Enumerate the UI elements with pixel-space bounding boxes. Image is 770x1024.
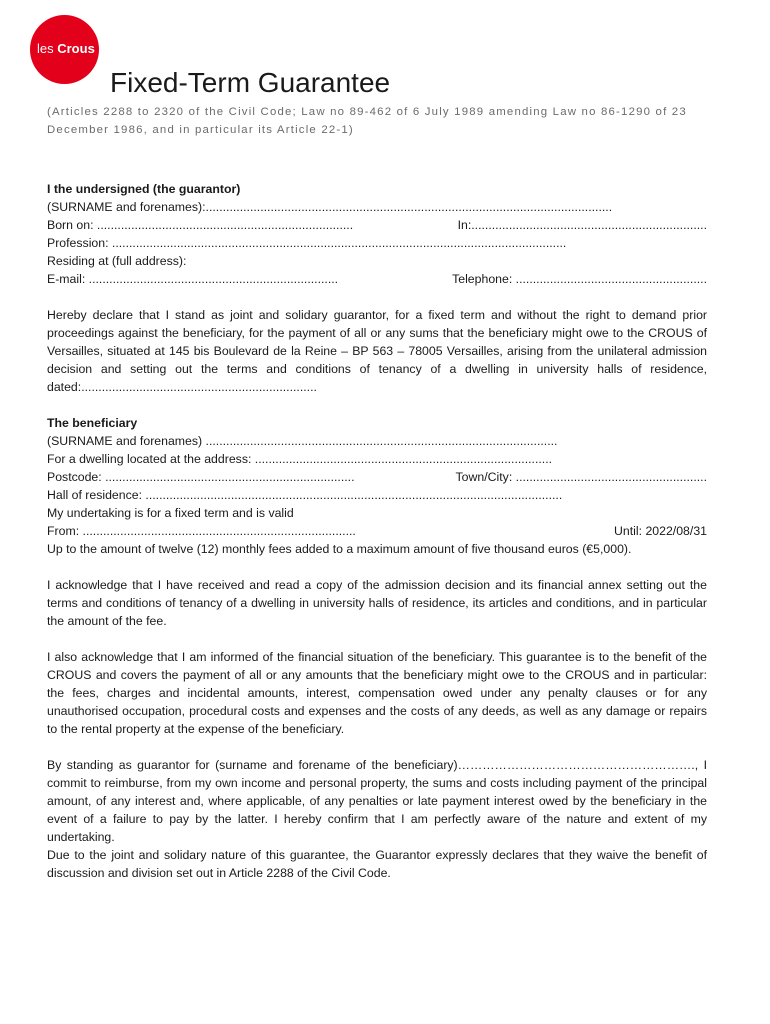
crous-logo [30,15,99,84]
document-subtitle: (Articles 2288 to 2320 of the Civil Code; Law no 89-462 of 6 July 1989 amending Law no 86-1290 of 23 December 1986, and in particular its Article 22-1) [47,106,687,136]
beneficiary-surname-field[interactable]: (SURNAME and forenames) ....................................................................................................... [47,434,558,448]
from-date-field[interactable]: From: ................................................................................ [47,524,356,538]
solidary-paragraph: Due to the joint and solidary nature of this guarantee, the Guarantor expressly declares that they waive the benefit of discussion and division set out in Article 2288 of the Civil Code. [47,848,707,880]
logo-prefix: les [37,41,58,56]
document-body [47,180,707,882]
beneficiary-town-field[interactable]: Town/City: ........................................................ [455,470,707,484]
spacer [47,396,707,414]
beneficiary-postcode-field[interactable]: Postcode: ......................................................................... [47,470,355,484]
guarantor-heading: I the undersigned (the guarantor) [47,182,241,196]
acknowledgement-paragraph-2: I also acknowledge that I am informed of the financial situation of the beneficiary. This guarantee is to the benefit of the CROUS and covers the payment of all or any amounts that the beneficiary might owe to the CROUS and in particular: the fees, charges and incidental amounts, interest, compensation owed under any penalty clauses or for any unauthorised occupation, procedural costs and expenses and the costs of any deeds, as well as any damage or repairs to the rental property at the expense of the beneficiary. [47,650,707,736]
amount-paragraph: Up to the amount of twelve (12) monthly fees added to a maximum amount of five thousand euros (€5,000). [47,542,632,556]
beneficiary-heading: The beneficiary [47,416,138,430]
guarantor-born-in-field[interactable]: In:..................................................................... [457,218,707,232]
guarantor-birth-row [47,216,707,234]
logo-text [37,41,95,57]
guarantor-born-on-field[interactable]: Born on: ........................................................................... [47,218,354,232]
guarantor-contact-row [47,270,707,288]
undertaking-validity-text: My undertaking is for a fixed term and is valid [47,506,294,520]
spacer [47,630,707,648]
guarantor-surname-field[interactable]: (SURNAME and forenames):....................................................................................................................... [47,200,613,214]
guarantor-telephone-field[interactable]: Telephone: ........................................................ [452,272,707,286]
declaration-paragraph: Hereby declare that I stand as joint and solidary guarantor, for a fixed term and without the right to demand prior proceedings against the beneficiary, for the payment of all or any sums that the beneficiary might owe to the CROUS of Versailles, situated at 145 bis Boulevard de la Reine – BP 563 – 78005 Versailles, arising from the unilateral admission decision and setting out the terms and conditions of tenancy of a dwelling in university halls of residence, dated:..................................................................... [47,308,707,394]
acknowledgement-paragraph-1: I acknowledge that I have received and read a copy of the admission decision and its financial annex setting out the terms and conditions of tenancy of a dwelling in university halls of residence, its articles and conditions, and in particular the amount of the fee. [47,578,707,628]
document-title: Fixed-Term Guarantee [110,67,391,98]
spacer [47,738,707,756]
beneficiary-location-row [47,468,707,486]
spacer [47,288,707,306]
logo-name: Crous [57,41,95,56]
guarantor-profession-field[interactable]: Profession: ..................................................................................................................................... [47,236,567,250]
guarantor-address-label[interactable]: Residing at (full address): [47,254,187,268]
spacer [47,558,707,576]
until-date-field: Until: 2022/08/31 [614,524,707,538]
beneficiary-address-field[interactable]: For a dwelling located at the address: ....................................................................................... [47,452,553,466]
validity-period-row [47,522,707,540]
beneficiary-hall-field[interactable]: Hall of residence: .......................................................................................................................... [47,488,563,502]
guarantor-email-field[interactable]: E-mail: ......................................................................... [47,272,339,286]
commitment-paragraph: By standing as guarantor for (surname and forename of the beneficiary)…………………………………………………., I commit to reimburse, from my own income and personal property, the sums and costs including payment of the principal amount, of any interest and, where applicable, of any penalties or late payment interest owed by the beneficiary in the event of a failure to pay by the latter. I hereby confirm that I am perfectly aware of the nature and extent of my undertaking. [47,758,707,844]
